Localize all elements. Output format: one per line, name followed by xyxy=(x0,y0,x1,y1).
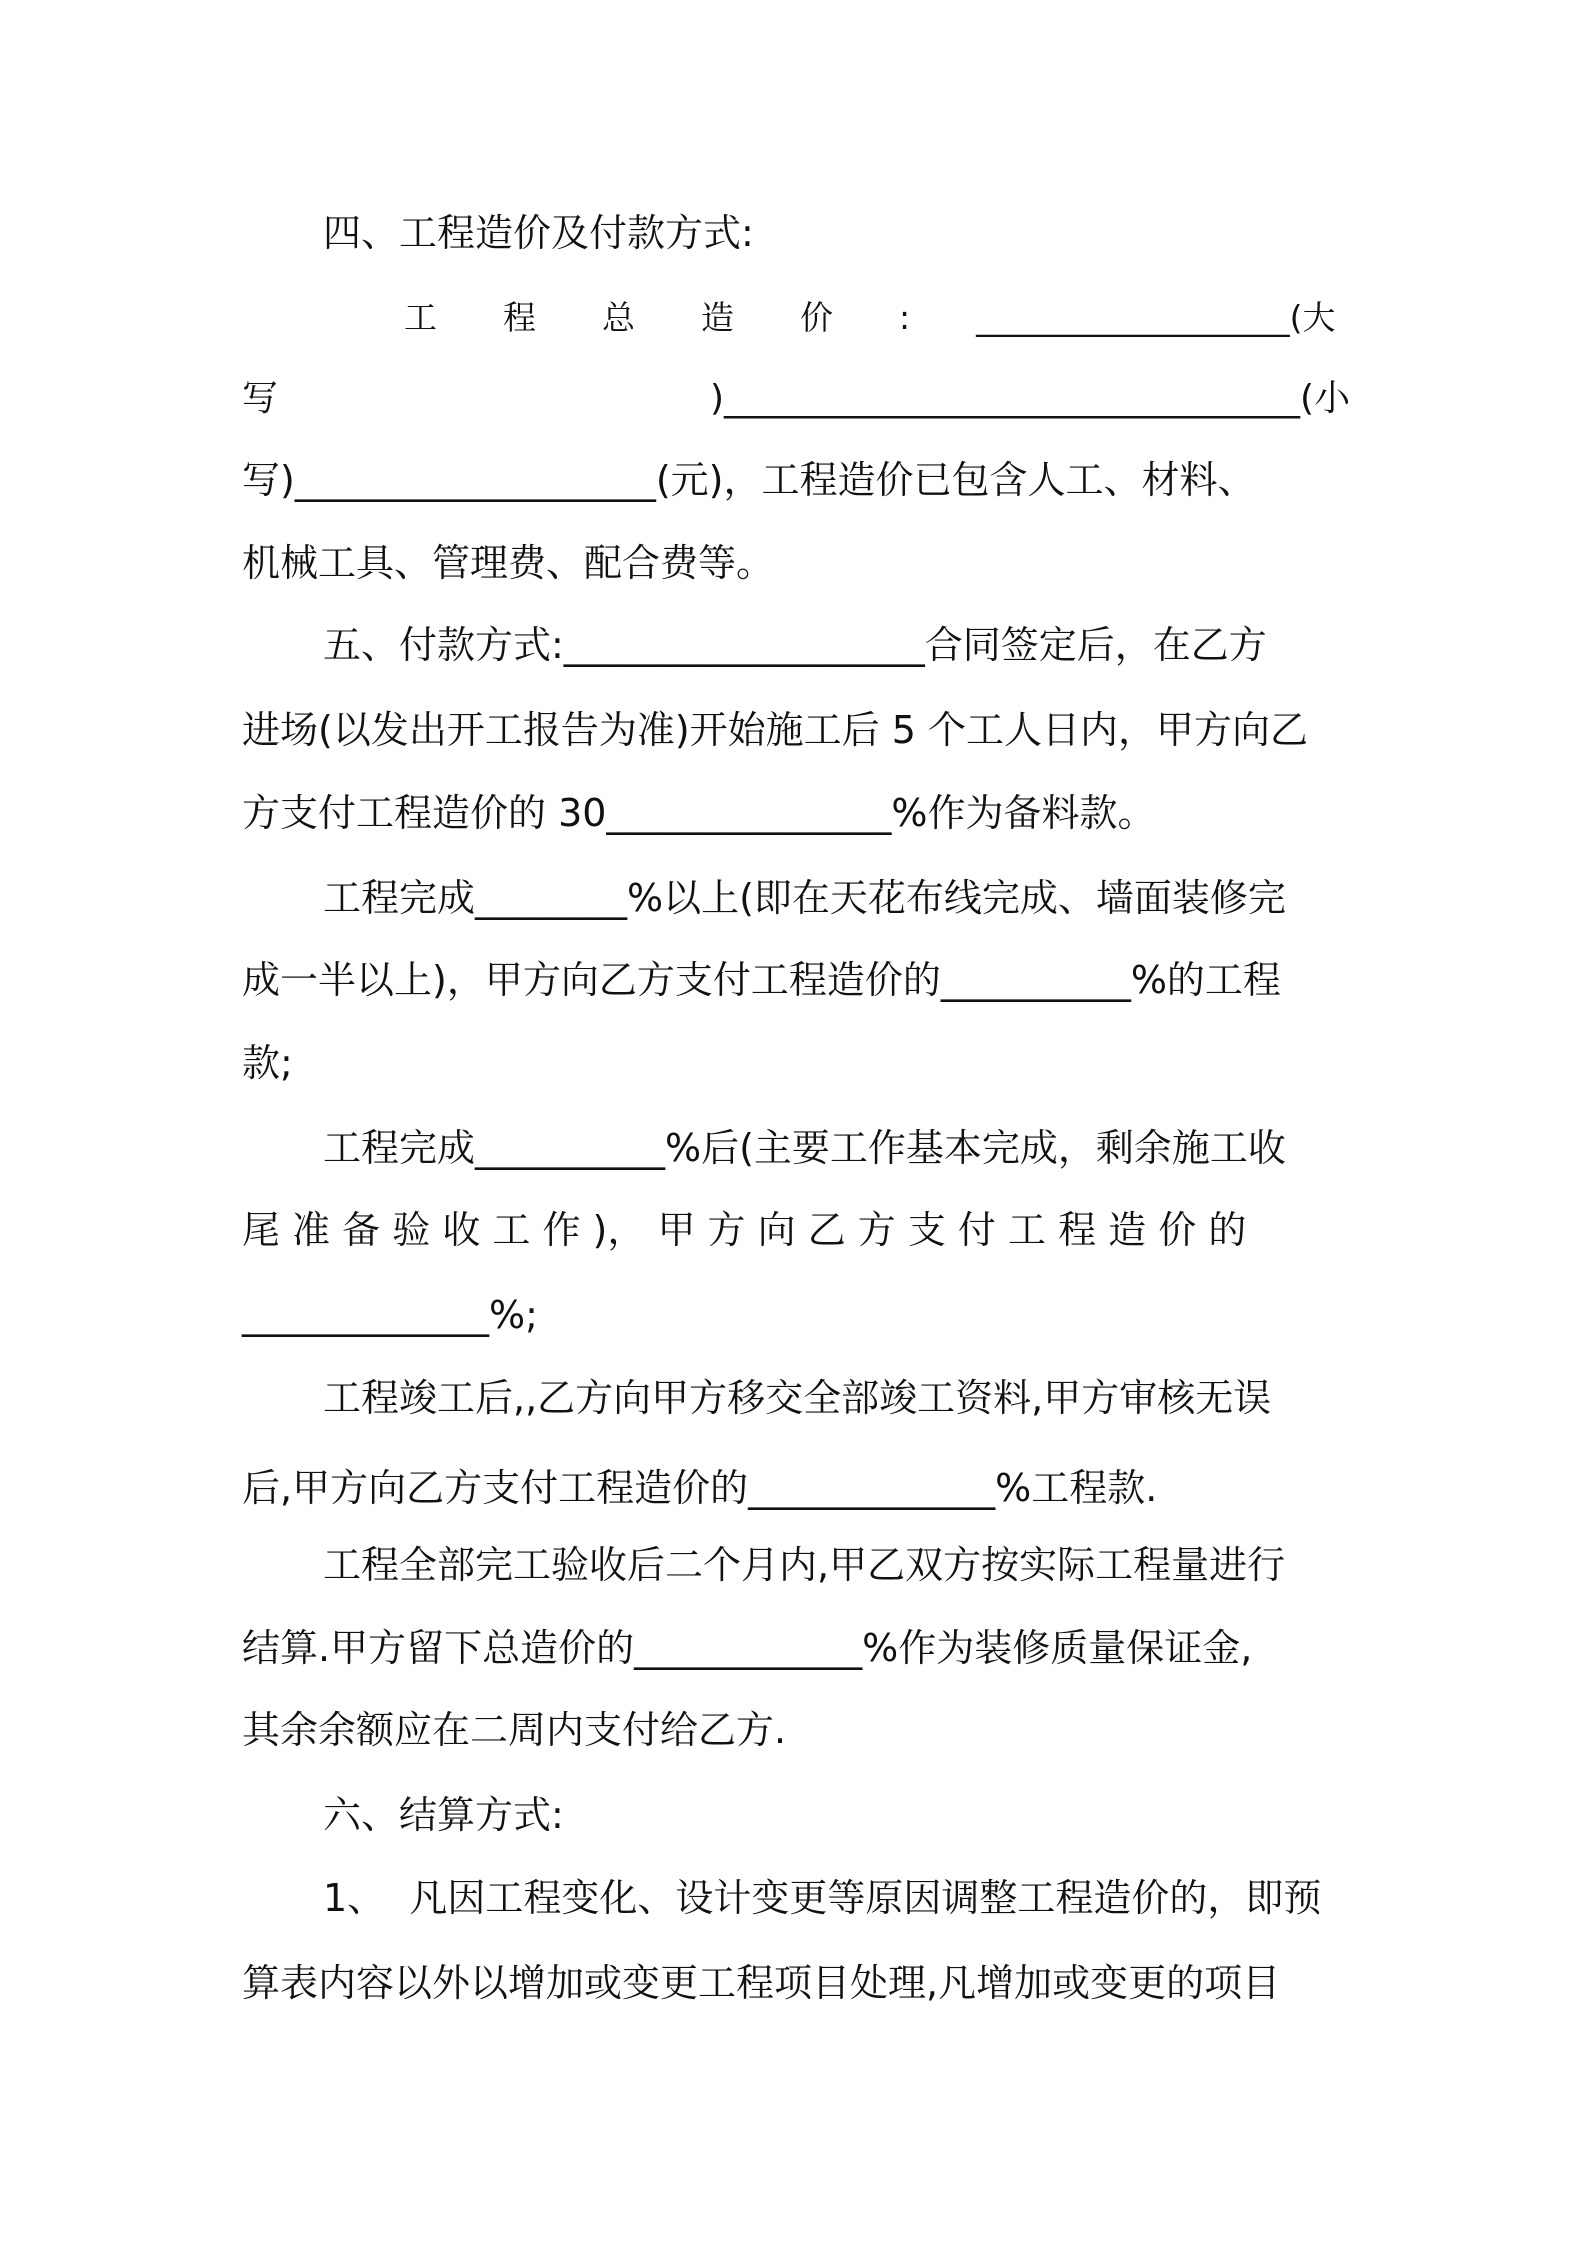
total-cost-lowercase-line: 写)___________________(元)，工程造价已包含人工、材料、 xyxy=(242,458,1256,502)
section-4-heading: 四、工程造价及付款方式: xyxy=(323,211,754,255)
settlement-line: 工程全部完工验收后二个月内,甲乙双方按实际工程量进行 xyxy=(323,1543,1286,1587)
section-6-heading: 六、结算方式: xyxy=(323,1793,564,1837)
settlement-line: 其余余额应在二周内支付给乙方. xyxy=(242,1708,787,1752)
progress-payment-1-line: 成一半以上)，甲方向乙方支付工程造价的__________%的工程 xyxy=(242,958,1281,1002)
section-5-heading: 五、付款方式:___________________合同签定后，在乙方 xyxy=(323,623,1267,667)
settlement-line: 结算.甲方留下总造价的____________%作为装修质量保证金, xyxy=(242,1626,1253,1670)
progress-payment-2-line: _____________%; xyxy=(242,1293,538,1337)
payment-paragraph-line: 方支付工程造价的 30_______________%作为备料款。 xyxy=(242,791,1156,835)
total-cost-uppercase-line: 写 )________________________________(小 xyxy=(242,378,1351,419)
total-cost-line: 工 程 总 造 价 : ___________________(大 xyxy=(404,298,1336,337)
progress-payment-1-line: 款; xyxy=(242,1041,293,1085)
settlement-item-1-line: 算表内容以外以增加或变更工程项目处理,凡增加或变更的项目 xyxy=(242,1961,1281,2005)
payment-paragraph-line: 进场(以发出开工报告为准)开始施工后 5 个工人日内，甲方向乙 xyxy=(242,708,1308,752)
progress-payment-2-line: 工程完成__________%后(主要工作基本完成，剩余施工收 xyxy=(323,1126,1286,1170)
progress-payment-1-line: 工程完成________%以上(即在天花布线完成、墙面装修完 xyxy=(323,876,1286,920)
progress-payment-2-line: 尾 准 备 验 收 工 作 )， 甲 方 向 乙 方 支 付 工 程 造 价 的 xyxy=(242,1208,1247,1252)
cost-includes-line: 机械工具、管理费、配合费等。 xyxy=(242,541,775,585)
settlement-item-1-line: 1、 凡因工程变化、设计变更等原因调整工程造价的，即预 xyxy=(323,1876,1322,1920)
completion-payment-line: 工程竣工后,,乙方向甲方移交全部竣工资料,甲方审核无误 xyxy=(323,1376,1272,1420)
completion-payment-line: 后,甲方向乙方支付工程造价的_____________%工程款. xyxy=(242,1466,1158,1510)
